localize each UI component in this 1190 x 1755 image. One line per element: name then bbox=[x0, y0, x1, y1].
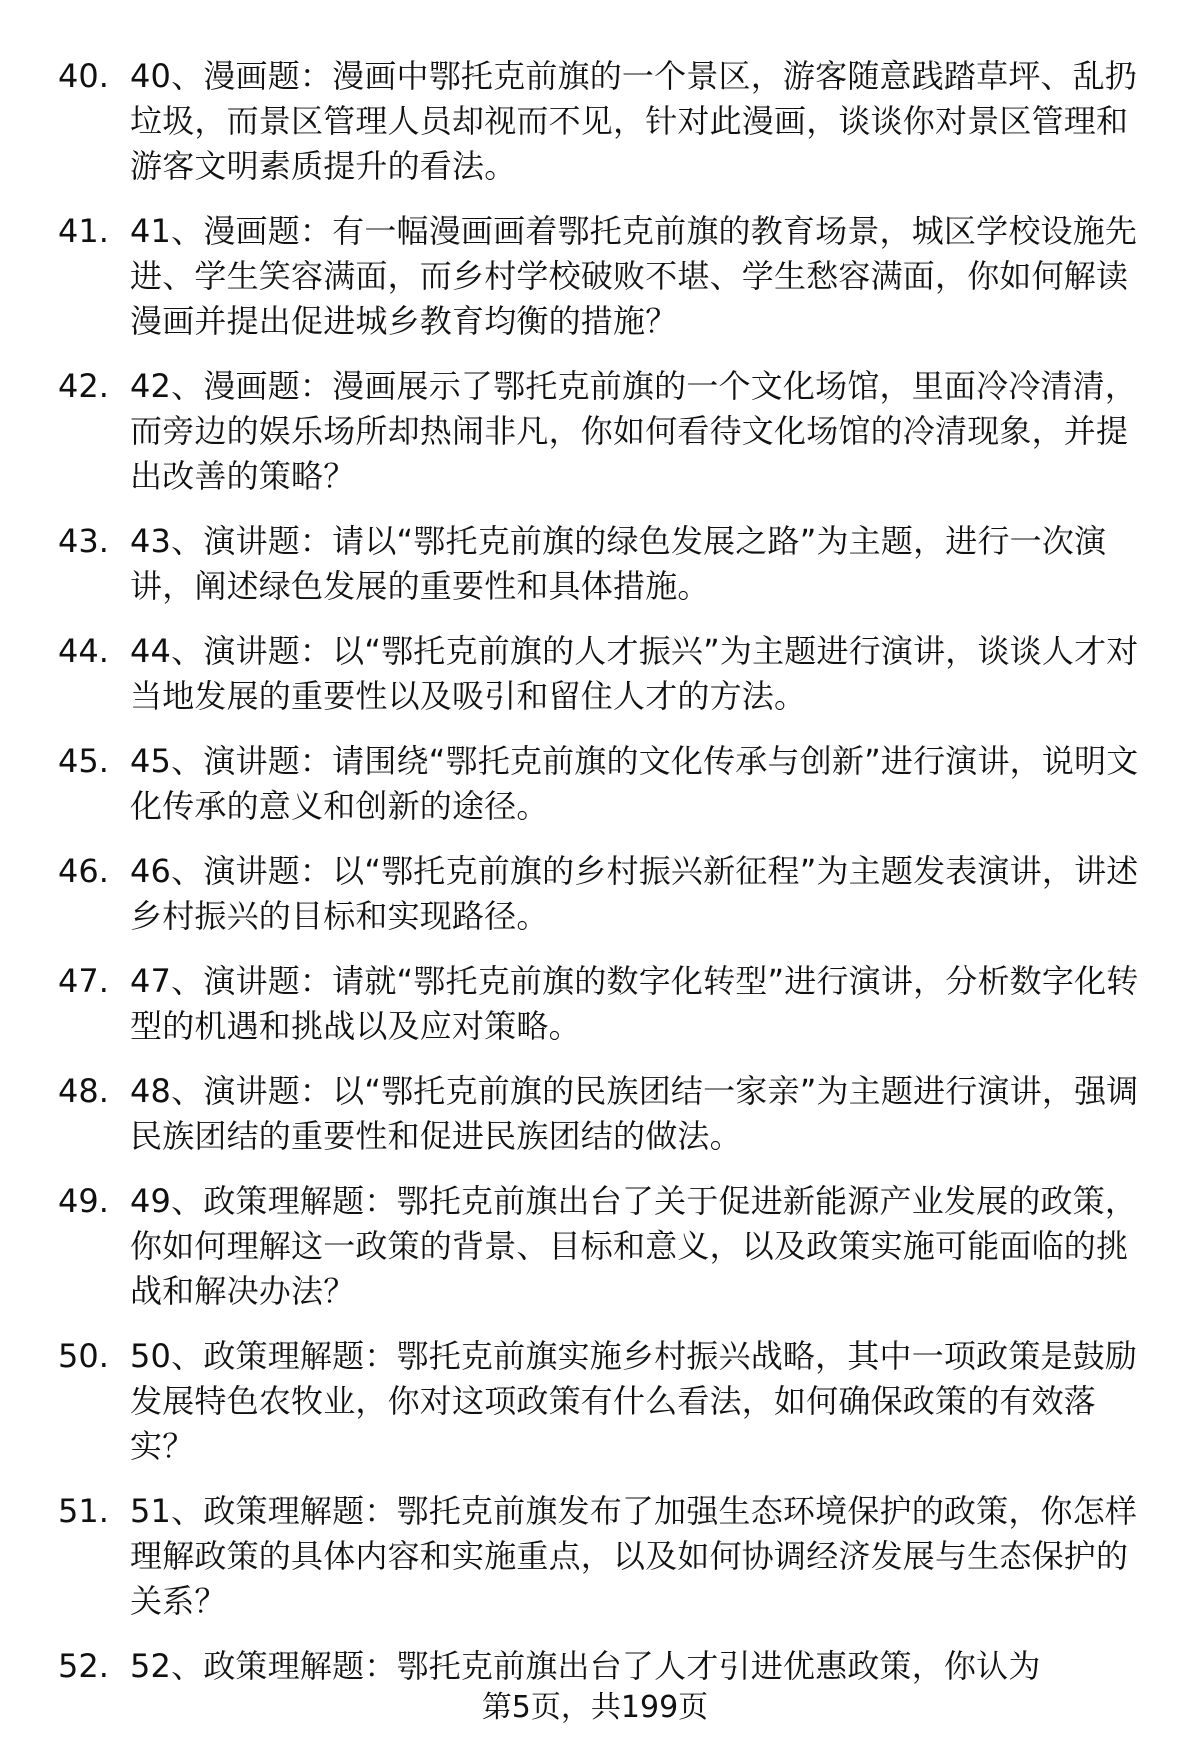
question-number: 44. bbox=[58, 632, 109, 670]
question-number: 45. bbox=[58, 742, 109, 780]
question-number: 52. bbox=[58, 1647, 109, 1685]
question-item bbox=[58, 209, 1158, 344]
question-item bbox=[58, 1489, 1158, 1624]
question-item bbox=[58, 1644, 1158, 1689]
question-number: 51. bbox=[58, 1492, 109, 1530]
question-item bbox=[58, 1334, 1158, 1469]
question-number: 41. bbox=[58, 212, 109, 250]
question-number: 40. bbox=[58, 57, 109, 95]
question-text: 44、演讲题：以“鄂托克前旗的人才振兴”为主题进行演讲，谈谈人才对当地发展的重要性以及吸引和留住人才的方法。 bbox=[130, 632, 1139, 715]
question-item bbox=[58, 959, 1158, 1049]
question-number: 47. bbox=[58, 962, 109, 1000]
question-item bbox=[58, 1179, 1158, 1314]
question-item bbox=[58, 739, 1158, 829]
question-text: 50、政策理解题：鄂托克前旗实施乡村振兴战略，其中一项政策是鼓励发展特色农牧业，你对这项政策有什么看法，如何确保政策的有效落实？ bbox=[130, 1337, 1138, 1465]
question-number: 48. bbox=[58, 1072, 109, 1110]
question-number: 50. bbox=[58, 1337, 109, 1375]
question-text: 45、演讲题：请围绕“鄂托克前旗的文化传承与创新”进行演讲，说明文化传承的意义和创新的途径。 bbox=[130, 742, 1139, 825]
question-text: 51、政策理解题：鄂托克前旗发布了加强生态环境保护的政策，你怎样理解政策的具体内容和实施重点，以及如何协调经济发展与生态保护的关系？ bbox=[130, 1492, 1138, 1620]
question-text: 40、漫画题：漫画中鄂托克前旗的一个景区，游客随意践踏草坪、乱扔垃圾，而景区管理人员却视而不见，针对此漫画，谈谈你对景区管理和游客文明素质提升的看法。 bbox=[130, 57, 1138, 185]
question-text: 52、政策理解题：鄂托克前旗出台了人才引进优惠政策，你认为 bbox=[130, 1647, 1041, 1685]
question-number: 42. bbox=[58, 367, 109, 405]
page-number-footer: 第5页，共199页 bbox=[481, 1690, 709, 1725]
question-text: 41、漫画题：有一幅漫画画着鄂托克前旗的教育场景，城区学校设施先进、学生笑容满面，而乡村学校破败不堪、学生愁容满面，你如何解读漫画并提出促进城乡教育均衡的措施？ bbox=[130, 212, 1138, 340]
question-text: 48、演讲题：以“鄂托克前旗的民族团结一家亲”为主题进行演讲，强调民族团结的重要性和促进民族团结的做法。 bbox=[130, 1072, 1139, 1155]
question-item bbox=[58, 519, 1158, 609]
question-item bbox=[58, 54, 1158, 189]
question-list bbox=[58, 54, 1158, 1709]
question-number: 46. bbox=[58, 852, 109, 890]
question-text: 49、政策理解题：鄂托克前旗出台了关于促进新能源产业发展的政策，你如何理解这一政策的背景、目标和意义，以及政策实施可能面临的挑战和解决办法？ bbox=[130, 1182, 1138, 1310]
question-number: 43. bbox=[58, 522, 109, 560]
question-item bbox=[58, 1069, 1158, 1159]
question-item bbox=[58, 629, 1158, 719]
question-item bbox=[58, 364, 1158, 499]
question-number: 49. bbox=[58, 1182, 109, 1220]
question-text: 42、漫画题：漫画展示了鄂托克前旗的一个文化场馆，里面冷冷清清，而旁边的娱乐场所却热闹非凡，你如何看待文化场馆的冷清现象，并提出改善的策略？ bbox=[130, 367, 1138, 495]
question-text: 46、演讲题：以“鄂托克前旗的乡村振兴新征程”为主题发表演讲，讲述乡村振兴的目标和实现路径。 bbox=[130, 852, 1139, 935]
question-text: 47、演讲题：请就“鄂托克前旗的数字化转型”进行演讲，分析数字化转型的机遇和挑战以及应对策略。 bbox=[130, 962, 1139, 1045]
question-item bbox=[58, 849, 1158, 939]
question-text: 43、演讲题：请以“鄂托克前旗的绿色发展之路”为主题，进行一次演讲，阐述绿色发展的重要性和具体措施。 bbox=[130, 522, 1107, 605]
